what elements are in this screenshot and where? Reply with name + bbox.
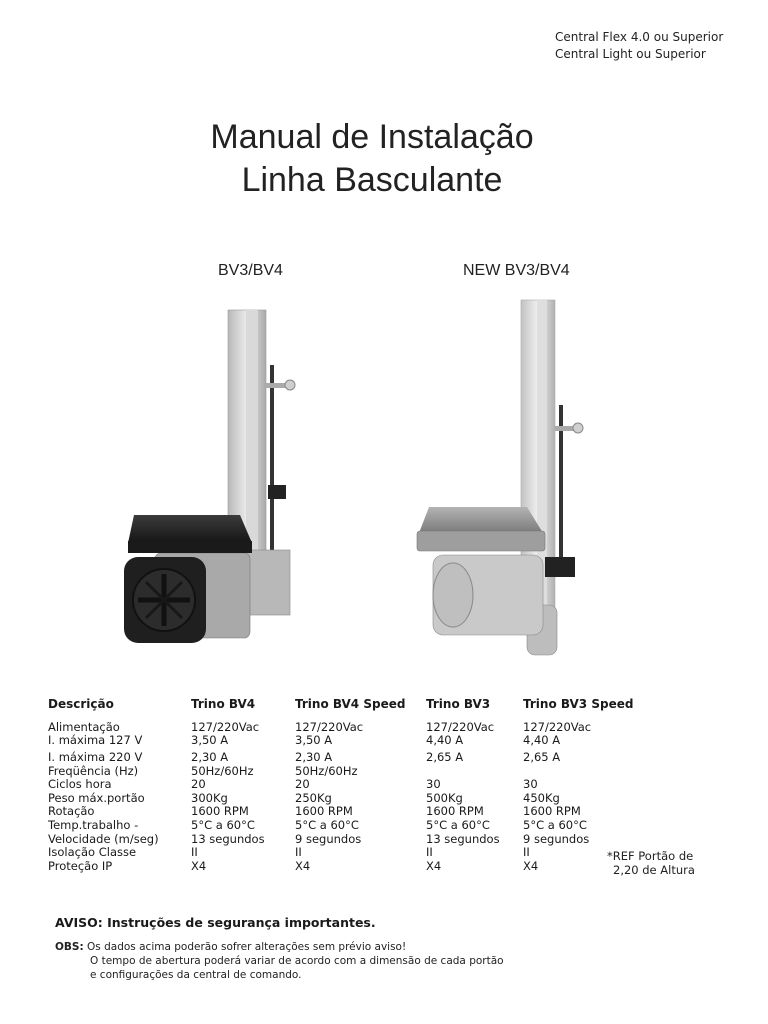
table-cell: 50Hz/60Hz bbox=[191, 764, 254, 778]
table-cell: 9 segundos bbox=[295, 832, 362, 846]
table-cell: II bbox=[523, 845, 530, 859]
table-row-label: Velocidade (m/seg) bbox=[48, 832, 159, 846]
obs-line-1: Os dados acima poderão sofrer alterações sem prévio aviso! bbox=[87, 941, 407, 953]
obs-note bbox=[55, 940, 504, 982]
table-row-label: Freqüência (Hz) bbox=[48, 764, 139, 778]
table-cell: 3,50 A bbox=[295, 733, 333, 747]
table-cell: 127/220Vac bbox=[523, 720, 592, 734]
table-cell: 127/220Vac bbox=[426, 720, 495, 734]
header-line-2: Central Light ou Superior bbox=[555, 47, 706, 61]
page-title bbox=[0, 116, 744, 202]
table-cell: 2,30 A bbox=[191, 750, 229, 764]
table-cell: X4 bbox=[426, 859, 442, 873]
table-header-4: Trino BV3 Speed bbox=[523, 697, 634, 711]
table-cell: 1600 RPM bbox=[295, 804, 353, 818]
title-line-1: Manual de Instalação bbox=[210, 118, 534, 156]
table-row-label: Temp.trabalho - bbox=[48, 818, 139, 832]
table-cell: 127/220Vac bbox=[191, 720, 260, 734]
table-row-label: Proteção IP bbox=[48, 859, 113, 873]
table-cell: 3,50 A bbox=[191, 733, 229, 747]
table-cell: 2,30 A bbox=[295, 750, 333, 764]
table-cell: 13 segundos bbox=[191, 832, 265, 846]
obs-line-3: e configurações da central de comando. bbox=[90, 969, 302, 981]
table-cell: 5°C a 60°C bbox=[191, 818, 255, 832]
table-cell: 5°C a 60°C bbox=[295, 818, 359, 832]
table-cell: X4 bbox=[191, 859, 207, 873]
table-row-label: Alimentação bbox=[48, 720, 120, 734]
table-header-2: Trino BV4 Speed bbox=[295, 697, 406, 711]
table-cell: 5°C a 60°C bbox=[523, 818, 587, 832]
ref-note-line-1: *REF Portão de bbox=[607, 849, 694, 863]
product-image-new-bv3-bv4 bbox=[415, 295, 595, 665]
table-cell: 2,65 A bbox=[426, 750, 464, 764]
product-label-bv3-bv4: BV3/BV4 bbox=[218, 262, 283, 279]
table-cell: 450Kg bbox=[523, 791, 560, 805]
table-row-label: Rotação bbox=[48, 804, 95, 818]
table-cell: 4,40 A bbox=[523, 733, 561, 747]
table-cell: II bbox=[426, 845, 433, 859]
table-row-label: Isolação Classe bbox=[48, 845, 137, 859]
table-row-label: Peso máx.portão bbox=[48, 791, 145, 805]
table-cell: 250Kg bbox=[295, 791, 332, 805]
table-cell: 2,65 A bbox=[523, 750, 561, 764]
table-row-label: I. máxima 127 V bbox=[48, 733, 143, 747]
title-line-2: Linha Basculante bbox=[241, 161, 503, 199]
ref-note bbox=[607, 849, 695, 877]
table-cell: 1600 RPM bbox=[523, 804, 581, 818]
table-cell: 127/220Vac bbox=[295, 720, 364, 734]
header-central-info bbox=[555, 29, 723, 63]
table-cell: 1600 RPM bbox=[426, 804, 484, 818]
table-cell: 20 bbox=[191, 777, 206, 791]
table-cell: 4,40 A bbox=[426, 733, 464, 747]
table-cell: II bbox=[295, 845, 302, 859]
table-cell: II bbox=[191, 845, 198, 859]
table-cell: 9 segundos bbox=[523, 832, 590, 846]
table-header-1: Trino BV4 bbox=[191, 697, 256, 711]
obs-line-2: O tempo de abertura poderá variar de acordo com a dimensão de cada portão bbox=[90, 955, 504, 967]
table-cell: 30 bbox=[426, 777, 441, 791]
table-cell: 300Kg bbox=[191, 791, 228, 805]
table-header-3: Trino BV3 bbox=[426, 697, 491, 711]
table-cell: X4 bbox=[523, 859, 539, 873]
ref-note-line-2: 2,20 de Altura bbox=[613, 863, 695, 877]
table-cell: 500Kg bbox=[426, 791, 463, 805]
product-label-new-bv3-bv4: NEW BV3/BV4 bbox=[463, 262, 570, 279]
table-cell: 30 bbox=[523, 777, 538, 791]
header-line-1: Central Flex 4.0 ou Superior bbox=[555, 30, 724, 44]
table-cell: 20 bbox=[295, 777, 310, 791]
table-header-0: Descrição bbox=[48, 697, 114, 711]
table-cell: 1600 RPM bbox=[191, 804, 249, 818]
table-cell: 50Hz/60Hz bbox=[295, 764, 358, 778]
table-row-label: I. máxima 220 V bbox=[48, 750, 143, 764]
table-cell: 13 segundos bbox=[426, 832, 500, 846]
safety-warning: AVISO: Instruções de segurança importantes. bbox=[55, 915, 376, 930]
table-cell: X4 bbox=[295, 859, 311, 873]
product-image-bv3-bv4 bbox=[120, 295, 310, 655]
obs-label: OBS: bbox=[55, 941, 84, 953]
table-row-label: Ciclos hora bbox=[48, 777, 112, 791]
table-cell: 5°C a 60°C bbox=[426, 818, 490, 832]
